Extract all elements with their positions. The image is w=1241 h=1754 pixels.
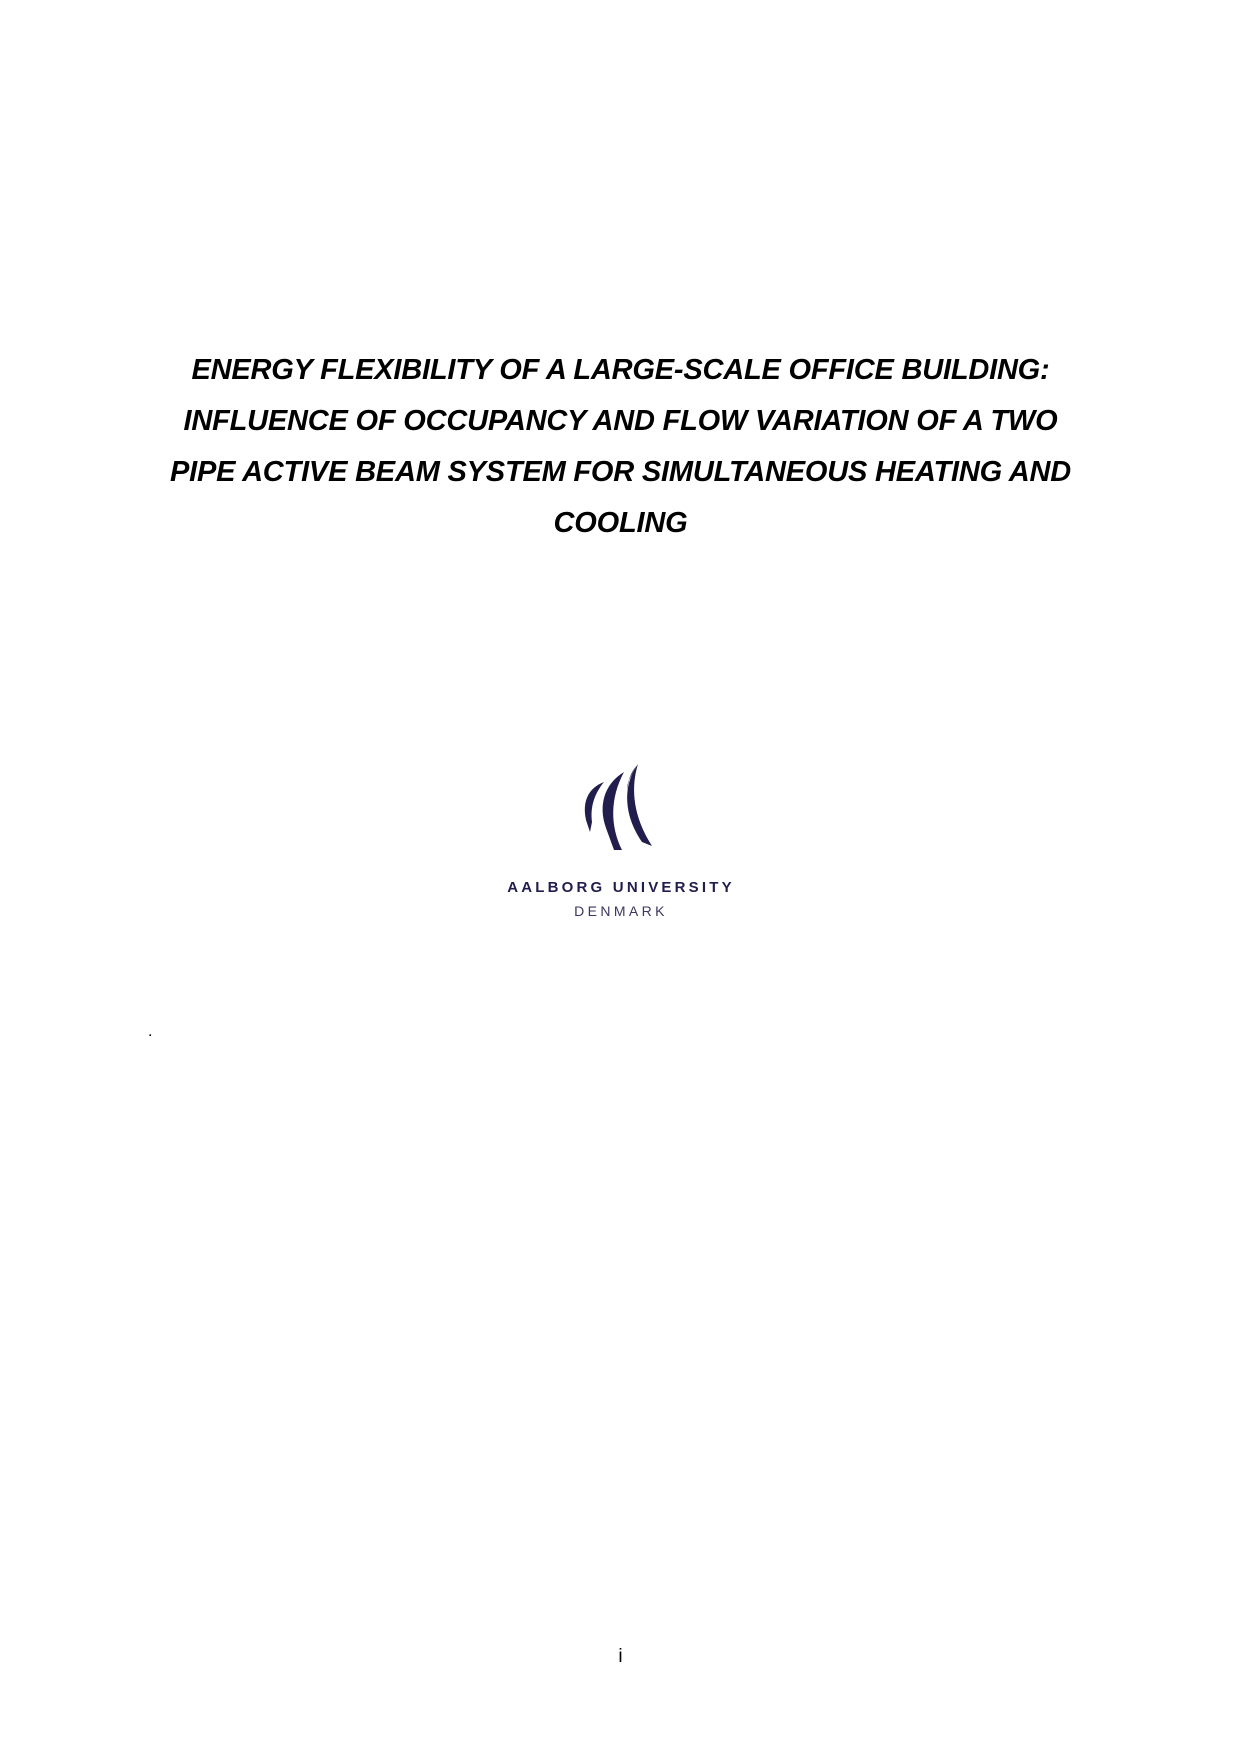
stray-mark: .: [148, 1023, 153, 1040]
emblem-stroke-right: [627, 764, 652, 846]
emblem-stroke-middle: [603, 772, 624, 850]
page-number: i: [618, 1646, 623, 1667]
title-line-2: INFLUENCE OF OCCUPANCY AND FLOW VARIATION OF A TWO: [183, 405, 1058, 437]
emblem-stroke-left: [585, 782, 604, 832]
university-logo: [496, 760, 746, 930]
document-title: [100, 345, 1141, 549]
university-name: AALBORG UNIVERSITY: [507, 879, 735, 896]
title-line-3: PIPE ACTIVE BEAM SYSTEM FOR SIMULTANEOUS HEATING AND: [170, 456, 1071, 488]
title-line-4: COOLING: [553, 507, 688, 539]
university-country: DENMARK: [574, 903, 668, 919]
university-wave-emblem-icon: [566, 760, 666, 854]
title-line-1: ENERGY FLEXIBILITY OF A LARGE-SCALE OFFICE BUILDING:: [191, 354, 1050, 386]
